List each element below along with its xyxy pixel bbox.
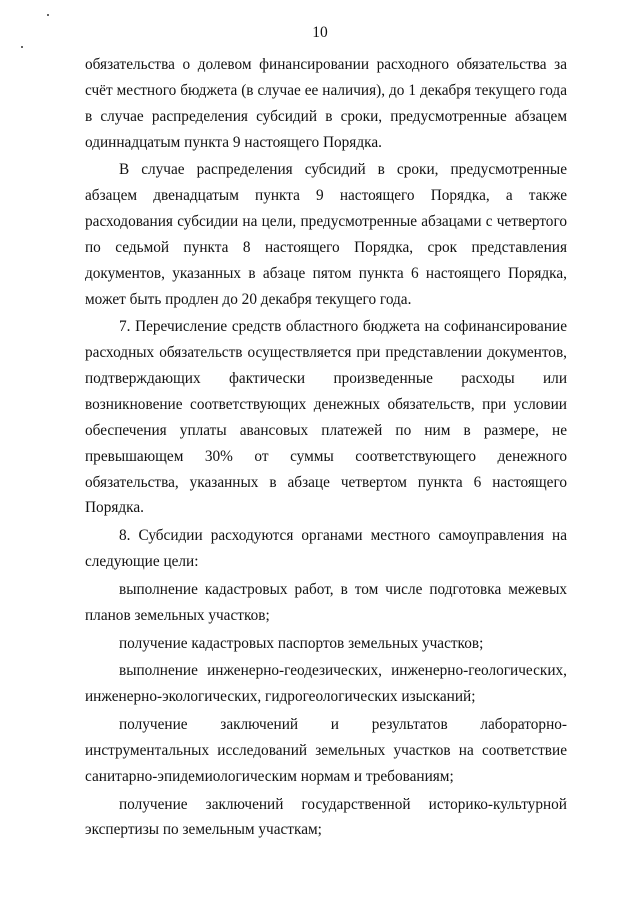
paragraph-deadline-extension: В случае распределения субсидий в сроки, предусмотренные абзацем двенадцатым пункта 9 настоящего Порядка, а также расходования субсидии на цели, предусмотренные абзацами с четвертого по седьмой пункта 8 настоящего Порядка, срок представления документов, указанных в абзаце пятом пункта 6 настоящего Порядка, может быть продлен до 20 декабря текущего года.: [85, 161, 567, 308]
document-body: [85, 52, 567, 843]
paragraph-item-7: 7. Перечисление средств областного бюджета на софинансирование расходных обязательств осуществляется при представлении документов, подтверждающих фактически произведенные расходы или возникновение соответствующих денежных обязательств, при условии обеспечения уплаты авансовых платежей по ним в размере, не превышающем 30% от суммы соответствующего денежного обязательства, указанных в абзаце четвертом пункта 6 настоящего Порядка.: [85, 318, 567, 517]
page-number: 10: [312, 24, 328, 41]
scan-speck: [47, 14, 49, 16]
list-item-lab-studies: получение заключений и результатов лабораторно-инструментальных исследований земельных участков на соответствие санитарно-эпидемиологическим нормам и требованиям;: [85, 716, 567, 785]
paragraph-item-8: 8. Субсидии расходуются органами местного самоуправления на следующие цели:: [85, 527, 567, 571]
list-item-surveys: выполнение инженерно-геодезических, инженерно-геологических, инженерно-экологических, гидрогеологических изысканий;: [85, 662, 567, 706]
list-item-cadastral-passports: получение кадастровых паспортов земельных участков;: [119, 634, 484, 652]
list-item-historical-expertise: получение заключений государственной историко-культурной экспертизы по земельным участкам;: [85, 795, 567, 839]
list-item-cadastral-works: выполнение кадастровых работ, в том числе подготовка межевых планов земельных участков;: [85, 580, 567, 624]
paragraph-continuation: обязательства о долевом финансировании расходного обязательства за счёт местного бюджета (в случае ее наличия), до 1 декабря текущего года в случае распределения субсидий в сроки, предусмотренные абзацем одиннадцатым пункта 9 настоящего Порядка.: [85, 56, 567, 151]
scan-speck: [21, 46, 23, 48]
